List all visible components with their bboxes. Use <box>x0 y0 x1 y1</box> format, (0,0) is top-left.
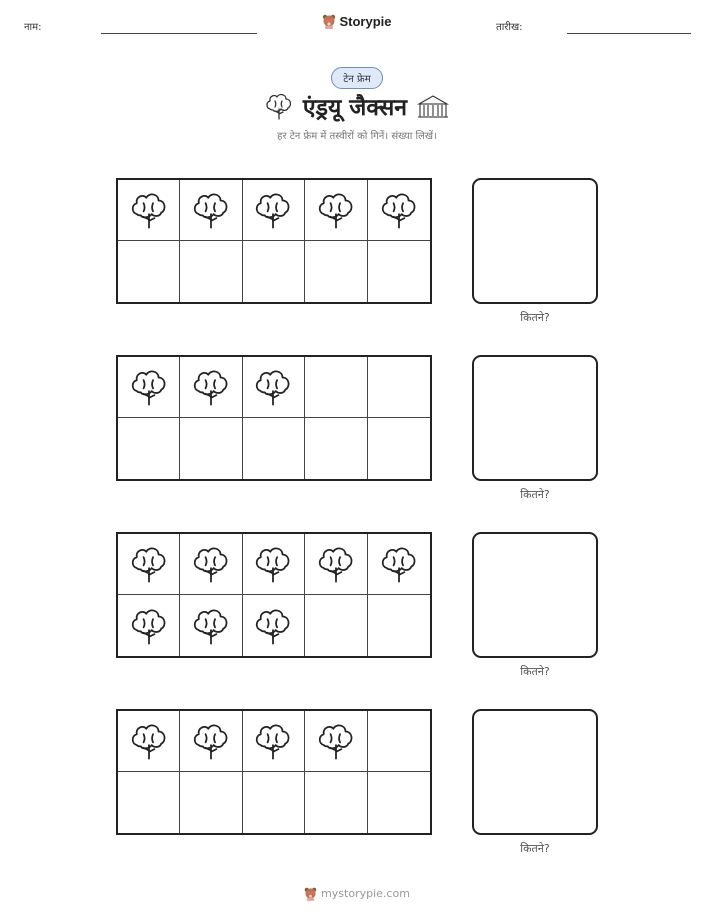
frame-cell <box>243 534 305 595</box>
name-line[interactable] <box>101 33 257 34</box>
bear-mascot-icon <box>304 886 317 901</box>
frame-cell <box>118 772 180 833</box>
frame-cell <box>368 241 430 302</box>
footer <box>0 886 714 901</box>
date-line[interactable] <box>567 33 691 34</box>
bear-mascot-icon <box>322 13 336 29</box>
cotton-plant-icon <box>254 543 292 585</box>
cotton-plant-icon <box>192 543 230 585</box>
frame-cell <box>368 772 430 833</box>
frame-cell <box>118 595 180 656</box>
frame-cell <box>180 180 242 241</box>
frame-cell <box>118 180 180 241</box>
frame-cell <box>368 534 430 595</box>
cotton-plant-icon <box>192 189 230 231</box>
cotton-plant-icon <box>192 366 230 408</box>
cotton-plant-icon <box>130 366 168 408</box>
frame-cell <box>305 595 367 656</box>
ten-frame <box>116 532 432 658</box>
ten-frame <box>116 178 432 304</box>
frame-cell <box>180 418 242 479</box>
frame-cell <box>243 418 305 479</box>
frame-cell <box>368 357 430 418</box>
cotton-plant-icon <box>317 720 355 762</box>
frame-cell <box>368 418 430 479</box>
frame-cell <box>180 357 242 418</box>
cotton-plant-icon <box>130 189 168 231</box>
frame-cell <box>243 241 305 302</box>
frame-cell <box>180 595 242 656</box>
cotton-plant-icon <box>380 189 418 231</box>
frame-cell <box>118 711 180 772</box>
brand-name: Storypie <box>339 13 392 29</box>
instructions: हर टेन फ्रेम में तस्वीरों को गिनें। संख्या लिखें। <box>277 131 437 142</box>
cotton-plant-icon <box>130 605 168 647</box>
frame-cell <box>118 357 180 418</box>
cotton-plant-icon <box>254 189 292 231</box>
frame-cell <box>180 711 242 772</box>
answer-box[interactable] <box>472 355 598 481</box>
frame-cell <box>243 595 305 656</box>
name-label: नाम: <box>24 22 42 33</box>
answer-box[interactable] <box>472 532 598 658</box>
ten-frame <box>116 355 432 481</box>
frame-cell <box>180 241 242 302</box>
frame-cell <box>305 180 367 241</box>
cotton-plant-icon <box>130 720 168 762</box>
answer-label: कितने? <box>520 665 550 678</box>
frame-cell <box>118 241 180 302</box>
cotton-plant-icon <box>317 543 355 585</box>
white-house-icon <box>417 93 449 119</box>
frame-cell <box>243 180 305 241</box>
frame-cell <box>305 772 367 833</box>
ten-frame <box>116 709 432 835</box>
frame-cell <box>180 772 242 833</box>
cotton-plant-icon <box>192 720 230 762</box>
frame-cell <box>305 418 367 479</box>
frame-cell <box>305 357 367 418</box>
cotton-plant-icon <box>254 605 292 647</box>
frame-cell <box>305 711 367 772</box>
frame-cell <box>118 418 180 479</box>
cotton-plant-icon <box>265 91 293 121</box>
cotton-plant-icon <box>254 720 292 762</box>
frame-cell <box>243 772 305 833</box>
topic-badge: टेन फ्रेम <box>331 67 383 89</box>
date-label: तारीख: <box>496 22 523 33</box>
frame-cell <box>305 534 367 595</box>
frame-cell <box>243 357 305 418</box>
answer-label: कितने? <box>520 311 550 324</box>
cotton-plant-icon <box>254 366 292 408</box>
cotton-plant-icon <box>317 189 355 231</box>
cotton-plant-icon <box>380 543 418 585</box>
frame-cell <box>118 534 180 595</box>
frame-cell <box>180 534 242 595</box>
cotton-plant-icon <box>130 543 168 585</box>
page-title: एंड्रयू जैक्सन <box>302 95 408 121</box>
frame-cell <box>243 711 305 772</box>
answer-label: कितने? <box>520 842 550 855</box>
answer-label: कितने? <box>520 488 550 501</box>
title-row <box>0 90 714 122</box>
frame-cell <box>368 180 430 241</box>
brand <box>0 13 714 29</box>
answer-box[interactable] <box>472 709 598 835</box>
frame-cell <box>368 595 430 656</box>
cotton-plant-icon <box>192 605 230 647</box>
frame-cell <box>305 241 367 302</box>
answer-box[interactable] <box>472 178 598 304</box>
footer-url[interactable]: mystorypie.com <box>321 887 410 900</box>
frame-cell <box>368 711 430 772</box>
